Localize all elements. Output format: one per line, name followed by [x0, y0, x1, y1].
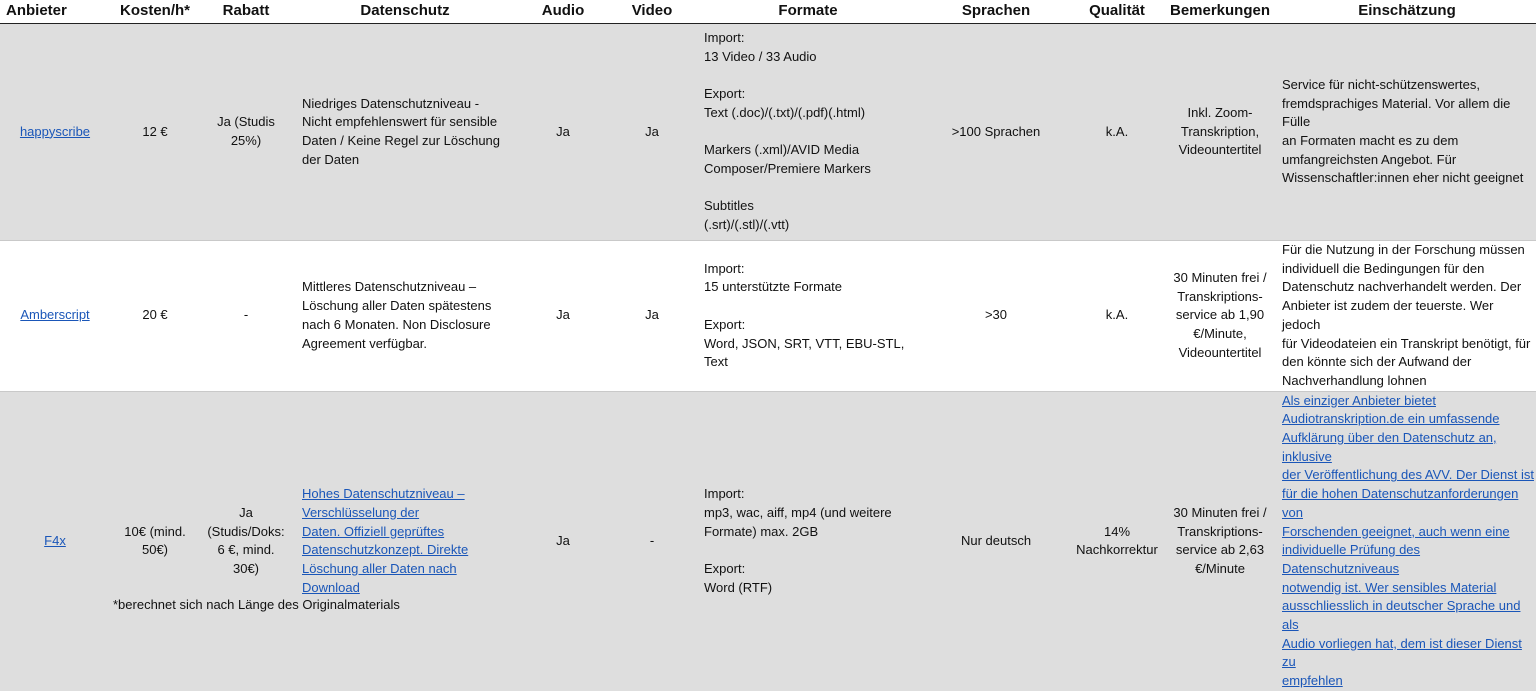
cell-kosten: 12 € — [110, 24, 200, 241]
header-anbieter: Anbieter — [0, 0, 110, 24]
cell-kosten: 10€ (mind. 50€) — [110, 391, 200, 691]
cell-anbieter — [0, 391, 110, 691]
cell-anbieter — [0, 24, 110, 241]
cell-formate: Import: mp3, wac, aiff, mp4 (und weitere Formate) max. 2GB Export: Word (RTF) — [696, 391, 920, 691]
datenschutz-link-f4x[interactable]: Hohes Datenschutzniveau – Verschlüsselung der Daten. Offiziell geprüftes Datenschutzkonzept. Direkte Löschung aller Daten nach Download — [302, 486, 469, 595]
cell-sprachen: >100 Sprachen — [920, 24, 1072, 241]
cell-einschaetzung: Service für nicht-schützenswertes, fremdsprachiges Material. Vor allem die Fülle an Formaten macht es zu dem umfangreichsten Angebot. Für Wissenschaftler:innen eher nicht geeignet — [1278, 24, 1536, 241]
cell-sprachen: Nur deutsch — [920, 391, 1072, 691]
cell-datenschutz: Niedriges Datenschutzniveau - Nicht empfehlenswert für sensible Daten / Keine Regel zur Löschung der Daten — [292, 24, 518, 241]
header-video: Video — [608, 0, 696, 24]
einschaetzung-link-f4x[interactable]: Als einziger Anbieter bietet Audiotranskription.de ein umfassende Aufklärung über den Datenschutz an, inklusive der Veröffentlichung des AVV. Der Dienst ist für die hohen Datenschutzanforderungen von Forschenden geeignet, auch wenn eine individuelle Prüfung des Datenschutzniveaus notwendig ist. Wer sensibles Material ausschliesslich in deutscher Sprache und als Audio vorliegen hat, dem ist dieser Dienst zu empfehlen — [1282, 392, 1534, 689]
cell-bemerkungen: Inkl. Zoom- Transkription, Videountertitel — [1162, 24, 1278, 241]
cell-bemerkungen: 30 Minuten frei / Transkriptions- service ab 2,63 €/Minute — [1162, 391, 1278, 691]
header-datenschutz: Datenschutz — [292, 0, 518, 24]
cell-formate: Import: 13 Video / 33 Audio Export: Text (.doc)/(.txt)/(.pdf)(.html) Markers (.xml)/AVID Media Composer/Premiere Markers Subtitles (.srt)/(.stl)/(.vtt) — [696, 24, 920, 241]
header-sprachen: Sprachen — [920, 0, 1072, 24]
cell-qualitaet: 14% Nachkorrektur — [1072, 391, 1162, 691]
cell-bemerkungen: 30 Minuten frei / Transkriptions- service ab 1,90 €/Minute, Videountertitel — [1162, 241, 1278, 392]
table-row-happyscribe — [0, 24, 1536, 241]
table-row-amberscript — [0, 241, 1536, 392]
cell-qualitaet: k.A. — [1072, 241, 1162, 392]
footnote: *berechnet sich nach Länge des Originalmaterials — [113, 597, 400, 612]
header-einschaetzung: Einschätzung — [1278, 0, 1536, 24]
cell-formate: Import: 15 unterstützte Formate Export: Word, JSON, SRT, VTT, EBU-STL, Text — [696, 241, 920, 392]
cell-audio: Ja — [518, 391, 608, 691]
cell-rabatt: Ja (Studis/Doks: 6 €, mind. 30€) — [200, 391, 292, 691]
header-formate: Formate — [696, 0, 920, 24]
header-kosten: Kosten/h* — [110, 0, 200, 24]
cell-anbieter — [0, 241, 110, 392]
cell-einschaetzung — [1278, 391, 1536, 691]
header-audio: Audio — [518, 0, 608, 24]
cell-rabatt: - — [200, 241, 292, 392]
provider-link-f4x[interactable]: F4x — [44, 532, 66, 548]
cell-datenschutz — [292, 391, 518, 691]
cell-sprachen: >30 — [920, 241, 1072, 392]
header-rabatt: Rabatt — [200, 0, 292, 24]
cell-video: Ja — [608, 241, 696, 392]
table-row-f4x — [0, 391, 1536, 691]
cell-video: Ja — [608, 24, 696, 241]
provider-link-amberscript[interactable]: Amberscript — [20, 307, 90, 323]
provider-link-happyscribe[interactable]: happyscribe — [19, 123, 91, 139]
cell-kosten: 20 € — [110, 241, 200, 392]
cell-video: - — [608, 391, 696, 691]
cell-rabatt: Ja (Studis 25%) — [200, 24, 292, 241]
cell-datenschutz: Mittleres Datenschutzniveau – Löschung aller Daten spätestens nach 6 Monaten. Non Disclosure Agreement verfügbar. — [292, 241, 518, 392]
cell-qualitaet: k.A. — [1072, 24, 1162, 241]
cell-einschaetzung: Für die Nutzung in der Forschung müssen individuell die Bedingungen für den Datenschutz nachverhandelt werden. Der Anbieter ist zudem der teuerste. Wer jedoch für Videodateien ein Transkript benötigt, für den könnte sich der Aufwand der Nachverhandlung lohnen — [1278, 241, 1536, 392]
header-row — [0, 0, 1536, 24]
header-bemerkungen: Bemerkungen — [1162, 0, 1278, 24]
cell-audio: Ja — [518, 24, 608, 241]
header-qualitaet: Qualität — [1072, 0, 1162, 24]
cell-audio: Ja — [518, 241, 608, 392]
